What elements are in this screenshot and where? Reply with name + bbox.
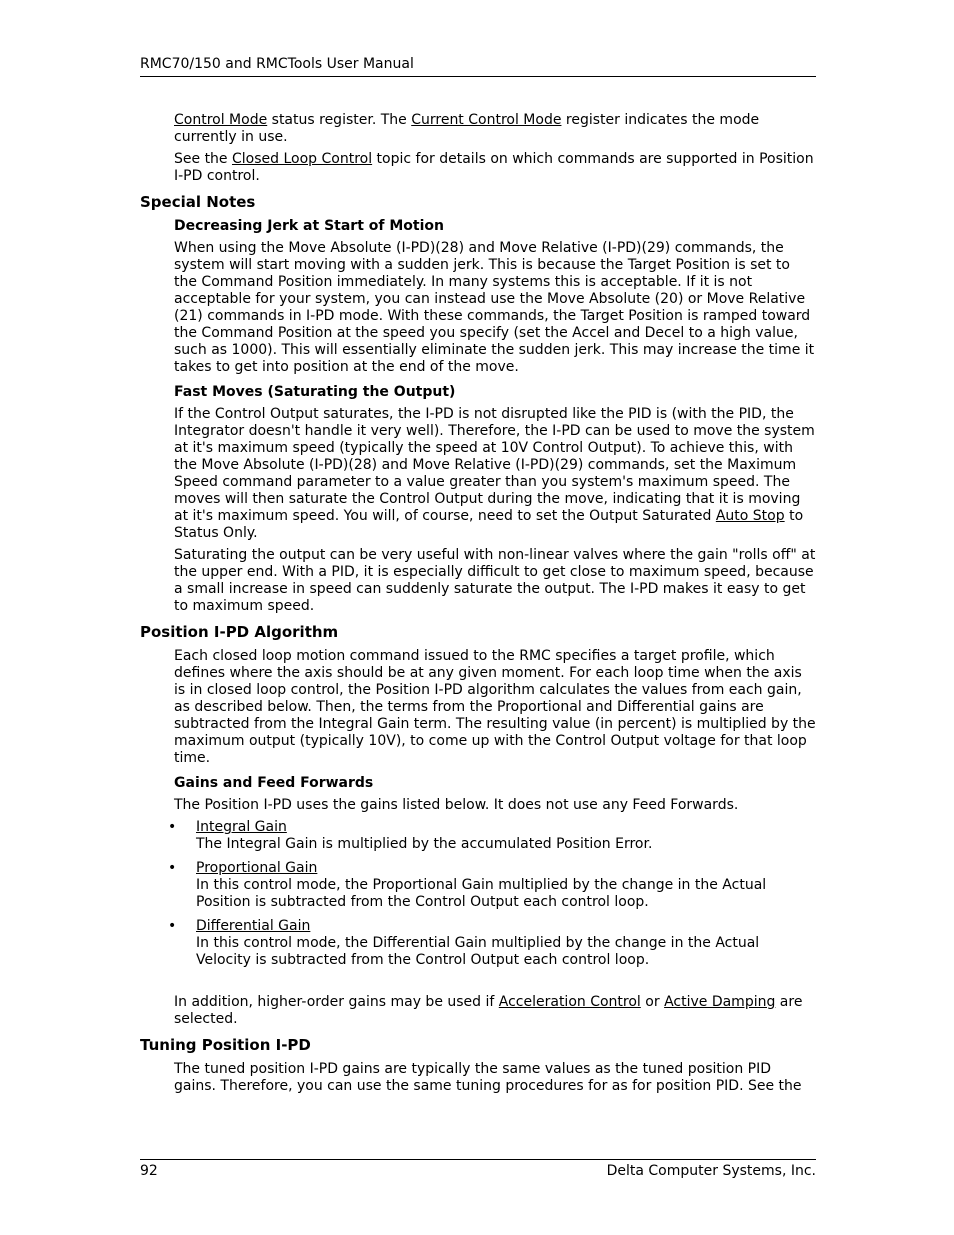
list-item bbox=[168, 918, 816, 969]
current-control-mode-link[interactable]: Current Control Mode bbox=[411, 112, 562, 128]
bullet-icon: • bbox=[168, 819, 177, 835]
intro-section bbox=[174, 112, 816, 185]
tuning-section bbox=[174, 1061, 816, 1095]
closed-loop-control-link[interactable]: Closed Loop Control bbox=[232, 151, 373, 167]
special-notes-section bbox=[174, 218, 816, 615]
integral-gain-description: The Integral Gain is multiplied by the accumulated Position Error. bbox=[196, 836, 653, 852]
header-title: RMC70/150 and RMCTools User Manual bbox=[140, 56, 414, 72]
special-notes-heading: Special Notes bbox=[140, 193, 256, 211]
bullet-icon: • bbox=[168, 918, 177, 934]
page-footer bbox=[140, 1159, 816, 1180]
list-item bbox=[168, 860, 816, 911]
differential-gain-description: In this control mode, the Differential Gain multiplied by the change in the Actual Velocity is subtracted from the Control Output each control loop. bbox=[196, 935, 760, 968]
footer-company: Delta Computer Systems, Inc. bbox=[606, 1163, 816, 1179]
jerk-paragraph: When using the Move Absolute (I-PD)(28) and Move Relative (I-PD)(29) commands, the system will start moving with a sudden jerk. This is because the Target Position is set to the Command Position immediately. In many systems this is acceptable. If it is not acceptable for your system, you can instead use the Move Absolute (20) or Move Relative (21) commands in I-PD mode. With these commands, the Target Position is ramped toward the Command Position at the speed you specify (set the Accel and Decel to a high value, such as 1000). This will essentially eliminate the sudden jerk. This may increase the time it takes to get into position at the end of the move. bbox=[174, 240, 815, 375]
tuning-paragraph: The tuned position I-PD gains are typically the same values as the tuned position PID gains. Therefore, you can use the same tuning procedures for as for position PID. See the bbox=[174, 1061, 802, 1094]
gains-paragraph: The Position I-PD uses the gains listed below. It does not use any Feed Forwards. bbox=[174, 797, 739, 813]
control-mode-link[interactable]: Control Mode bbox=[174, 112, 268, 128]
fast-moves-paragraph-1: If the Control Output saturates, the I-PD is not disrupted like the PID is (with the PID, the Integrator doesn't handle it very well). Therefore, the I-PD can be used to move the system at it's maximum speed (typically the speed at 10V Control Output). To achieve this, with the Move Absolute (I-PD)(28) and Move Relative (I-PD)(29) commands, set the Maximum Speed command parameter to a value greater than you system's maximum speed. The moves will then saturate the Control Output during the move, indicating that it is moving at it's maximum speed. You will, of course, need to set the Output Saturated Auto Stop to Status Only. bbox=[174, 406, 815, 541]
page-header bbox=[140, 56, 816, 77]
proportional-gain-description: In this control mode, the Proportional Gain multiplied by the change in the Actual Position is subtracted from the Control Output each control loop. bbox=[196, 877, 767, 910]
gains-heading: Gains and Feed Forwards bbox=[174, 775, 374, 791]
fast-moves-paragraph-2: Saturating the output can be very useful with non-linear valves where the gain "rolls off" at the upper end. With a PID, it is especially difficult to get close to maximum speed, because a small increase in speed can suddenly saturate the output. The I-PD makes it easy to get to maximum speed. bbox=[174, 547, 816, 614]
addition-paragraph: In addition, higher-order gains may be used if Acceleration Control or Active Damping are selected. bbox=[174, 994, 803, 1027]
page-number: 92 bbox=[140, 1163, 158, 1179]
page-content bbox=[140, 112, 816, 1100]
differential-gain-link[interactable]: Differential Gain bbox=[196, 918, 311, 934]
intro-paragraph-2: See the Closed Loop Control topic for details on which commands are supported in Position I-PD control. bbox=[174, 151, 814, 184]
proportional-gain-link[interactable]: Proportional Gain bbox=[196, 860, 318, 876]
list-item bbox=[168, 819, 816, 853]
active-damping-link[interactable]: Active Damping bbox=[664, 994, 776, 1010]
algorithm-paragraph: Each closed loop motion command issued to the RMC specifies a target profile, which defines where the axis should be at any given moment. For each loop time when the axis is in closed loop control, the Position I-PD algorithm calculates the values from each gain, as described below. Then, the terms from the Proportional and Differential gains are subtracted from the Integral Gain term. The resulting value (in percent) is multiplied by the maximum output (typically 10V), to come up with the Control Output voltage for that loop time. bbox=[174, 648, 816, 766]
gains-list bbox=[168, 819, 816, 969]
algorithm-heading: Position I-PD Algorithm bbox=[140, 623, 339, 641]
fast-moves-heading: Fast Moves (Saturating the Output) bbox=[174, 384, 456, 400]
integral-gain-link[interactable]: Integral Gain bbox=[196, 819, 287, 835]
algorithm-section bbox=[168, 648, 816, 1028]
jerk-heading: Decreasing Jerk at Start of Motion bbox=[174, 218, 444, 234]
tuning-heading: Tuning Position I-PD bbox=[140, 1036, 311, 1054]
bullet-icon: • bbox=[168, 860, 177, 876]
auto-stop-link[interactable]: Auto Stop bbox=[715, 508, 785, 524]
intro-paragraph-1: Control Mode status register. The Current Control Mode register indicates the mode currently in use. bbox=[174, 112, 760, 145]
acceleration-control-link[interactable]: Acceleration Control bbox=[498, 994, 641, 1010]
